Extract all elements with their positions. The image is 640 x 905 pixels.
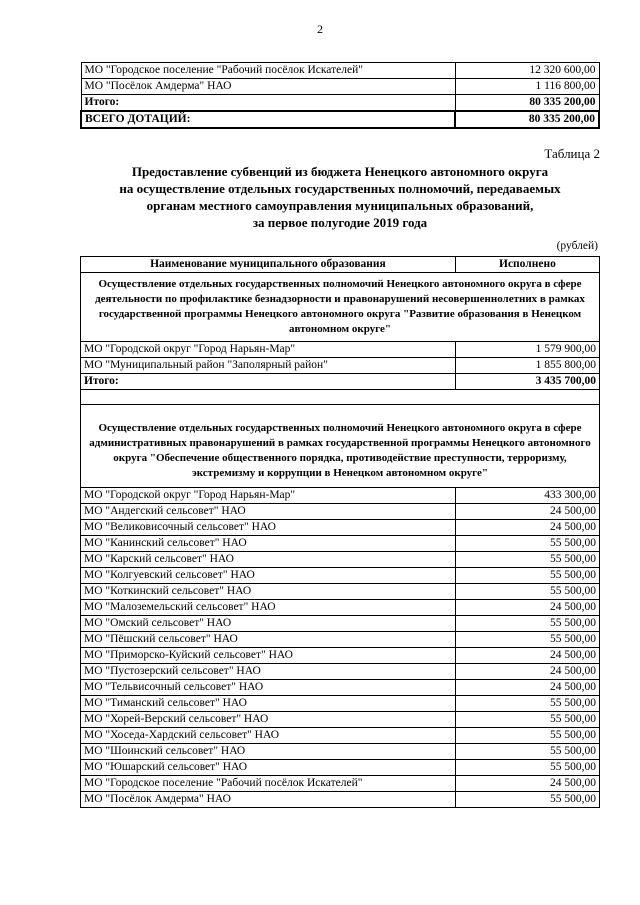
table-row [81, 79, 599, 95]
row-name-cell: МО "Андегский сельсовет" НАО [81, 504, 456, 520]
row-name-cell: МО "Юшарский сельсовет" НАО [81, 760, 456, 776]
table-row [81, 760, 600, 776]
title-line: на осуществление отдельных государственных полномочий, передаваемых [119, 181, 561, 196]
row-name-cell: МО "Хоседа-Хардский сельсовет" НАО [81, 728, 456, 744]
title-line: за первое полугодие 2019 года [252, 215, 428, 230]
page-number: 2 [317, 22, 323, 36]
row-name-cell: ВСЕГО ДОТАЦИЙ: [81, 111, 455, 128]
row-value-cell: 24 500,00 [455, 664, 599, 680]
table-row [81, 552, 600, 568]
table-row [81, 728, 600, 744]
table-row [81, 358, 600, 374]
row-name-cell: МО "Городское поселение "Рабочий посёлок Искателей" [81, 776, 456, 792]
row-name-cell: МО "Великовисочный сельсовет" НАО [81, 520, 456, 536]
table-row [81, 696, 600, 712]
table-row [81, 342, 600, 358]
row-value-cell: 24 500,00 [455, 648, 599, 664]
table2-label: Таблица 2 [544, 146, 600, 161]
table-row [81, 520, 600, 536]
row-value-cell: 55 500,00 [455, 536, 599, 552]
row-value-cell: 1 855 800,00 [455, 358, 599, 374]
row-value-cell: 55 500,00 [455, 696, 599, 712]
row-name-cell: МО "Малоземельский сельсовет" НАО [81, 600, 456, 616]
table-row [81, 111, 599, 128]
row-name-cell: МО "Карский сельсовет" НАО [81, 552, 456, 568]
table-row [81, 504, 600, 520]
table-row [81, 632, 600, 648]
row-name-cell: МО "Омский сельсовет" НАО [81, 616, 456, 632]
row-value-cell: 55 500,00 [455, 760, 599, 776]
subventions-table [80, 256, 600, 808]
table2-title [60, 163, 620, 231]
row-value-cell: 55 500,00 [455, 616, 599, 632]
row-name-cell: МО "Городское поселение "Рабочий посёлок Искателей" [81, 63, 455, 79]
row-value-cell: 24 500,00 [455, 776, 599, 792]
row-name-cell: МО "Канинский сельсовет" НАО [81, 536, 456, 552]
row-name-cell: МО "Коткинский сельсовет" НАО [81, 584, 456, 600]
table-row [81, 712, 600, 728]
row-name-cell: Итого: [81, 95, 455, 112]
row-value-cell: 55 500,00 [455, 632, 599, 648]
row-value-cell: 80 335 200,00 [455, 111, 599, 128]
table-row [81, 792, 600, 808]
title-line: Предоставление субвенций из бюджета Ненецкого автономного округа [131, 164, 549, 179]
row-name-cell: МО "Городской округ "Город Нарьян-Мар" [81, 342, 456, 358]
row-name-cell: МО "Хорей-Верский сельсовет" НАО [81, 712, 456, 728]
table-row [81, 536, 600, 552]
row-value-cell: 55 500,00 [455, 584, 599, 600]
section1-title: Осуществление отдельных государственных полномочий Ненецкого автономного округа в сфере деятельности по профилактике безнадзорности и правонарушений несовершеннолетних в рамках государственной программы Ненецкого автономного округа "Развитие образования в Ненецком автономном округе" [81, 273, 600, 342]
spacer-row [81, 390, 600, 405]
row-value-cell: 55 500,00 [455, 712, 599, 728]
table-row [81, 488, 600, 504]
row-value-cell: 24 500,00 [455, 680, 599, 696]
row-name-cell: МО "Городской округ "Город Нарьян-Мар" [81, 488, 456, 504]
section2-title: Осуществление отдельных государственных полномочий Ненецкого автономного округа в сфере административных правонарушений в рамках государственной программы Ненецкого автономного округа "Обеспечение общественного порядка, противодействие преступности, терроризму, экстремизму и коррупции в Ненецком автономном округе" [81, 405, 600, 488]
row-value-cell: 12 320 600,00 [455, 63, 599, 79]
row-value-cell: 55 500,00 [455, 744, 599, 760]
row-value-cell: 55 500,00 [455, 792, 599, 808]
row-name-cell: МО "Шоинский сельсовет" НАО [81, 744, 456, 760]
row-name-cell: МО "Тиманский сельсовет" НАО [81, 696, 456, 712]
table-row [81, 568, 600, 584]
row-name-cell: МО "Тельвисочный сельсовет" НАО [81, 680, 456, 696]
header-name-cell: Наименование муниципального образования [81, 257, 456, 273]
row-value-cell: 80 335 200,00 [455, 95, 599, 112]
section-title-row [81, 273, 600, 342]
units-label: (рублей) [556, 240, 598, 252]
row-value-cell: 24 500,00 [455, 504, 599, 520]
header-value-cell: Исполнено [455, 257, 599, 273]
row-value-cell: 55 500,00 [455, 552, 599, 568]
table-row [81, 744, 600, 760]
row-value-cell: 24 500,00 [455, 520, 599, 536]
table-row [81, 63, 599, 79]
row-value-cell: 55 500,00 [455, 568, 599, 584]
row-name-cell: МО "Муниципальный район "Заполярный район" [81, 358, 456, 374]
row-value-cell: 24 500,00 [455, 600, 599, 616]
table-row [81, 600, 600, 616]
row-name-cell: МО "Посёлок Амдерма" НАО [81, 792, 456, 808]
table-row [81, 95, 599, 112]
spacer-cell [81, 390, 600, 405]
row-name-cell: МО "Пёшский сельсовет" НАО [81, 632, 456, 648]
row-value-cell: 1 579 900,00 [455, 342, 599, 358]
row-name-cell: МО "Приморско-Куйский сельсовет" НАО [81, 648, 456, 664]
row-value-cell: 1 116 800,00 [455, 79, 599, 95]
row-value-cell: 55 500,00 [455, 728, 599, 744]
table-row [81, 776, 600, 792]
table-row [81, 374, 600, 390]
table-row [81, 680, 600, 696]
row-name-cell: МО "Пустозерский сельсовет" НАО [81, 664, 456, 680]
row-name-cell: МО "Колгуевский сельсовет" НАО [81, 568, 456, 584]
table-row [81, 616, 600, 632]
row-value-cell: 433 300,00 [455, 488, 599, 504]
row-name-cell: Итого: [81, 374, 456, 390]
table-row [81, 664, 600, 680]
title-line: органам местного самоуправления муниципальных образований, [146, 198, 534, 213]
table-row [81, 648, 600, 664]
row-value-cell: 3 435 700,00 [455, 374, 599, 390]
dotations-table-continued [80, 62, 600, 129]
row-name-cell: МО "Посёлок Амдерма" НАО [81, 79, 455, 95]
table-header-row [81, 257, 600, 273]
section-title-row [81, 405, 600, 488]
table-row [81, 584, 600, 600]
